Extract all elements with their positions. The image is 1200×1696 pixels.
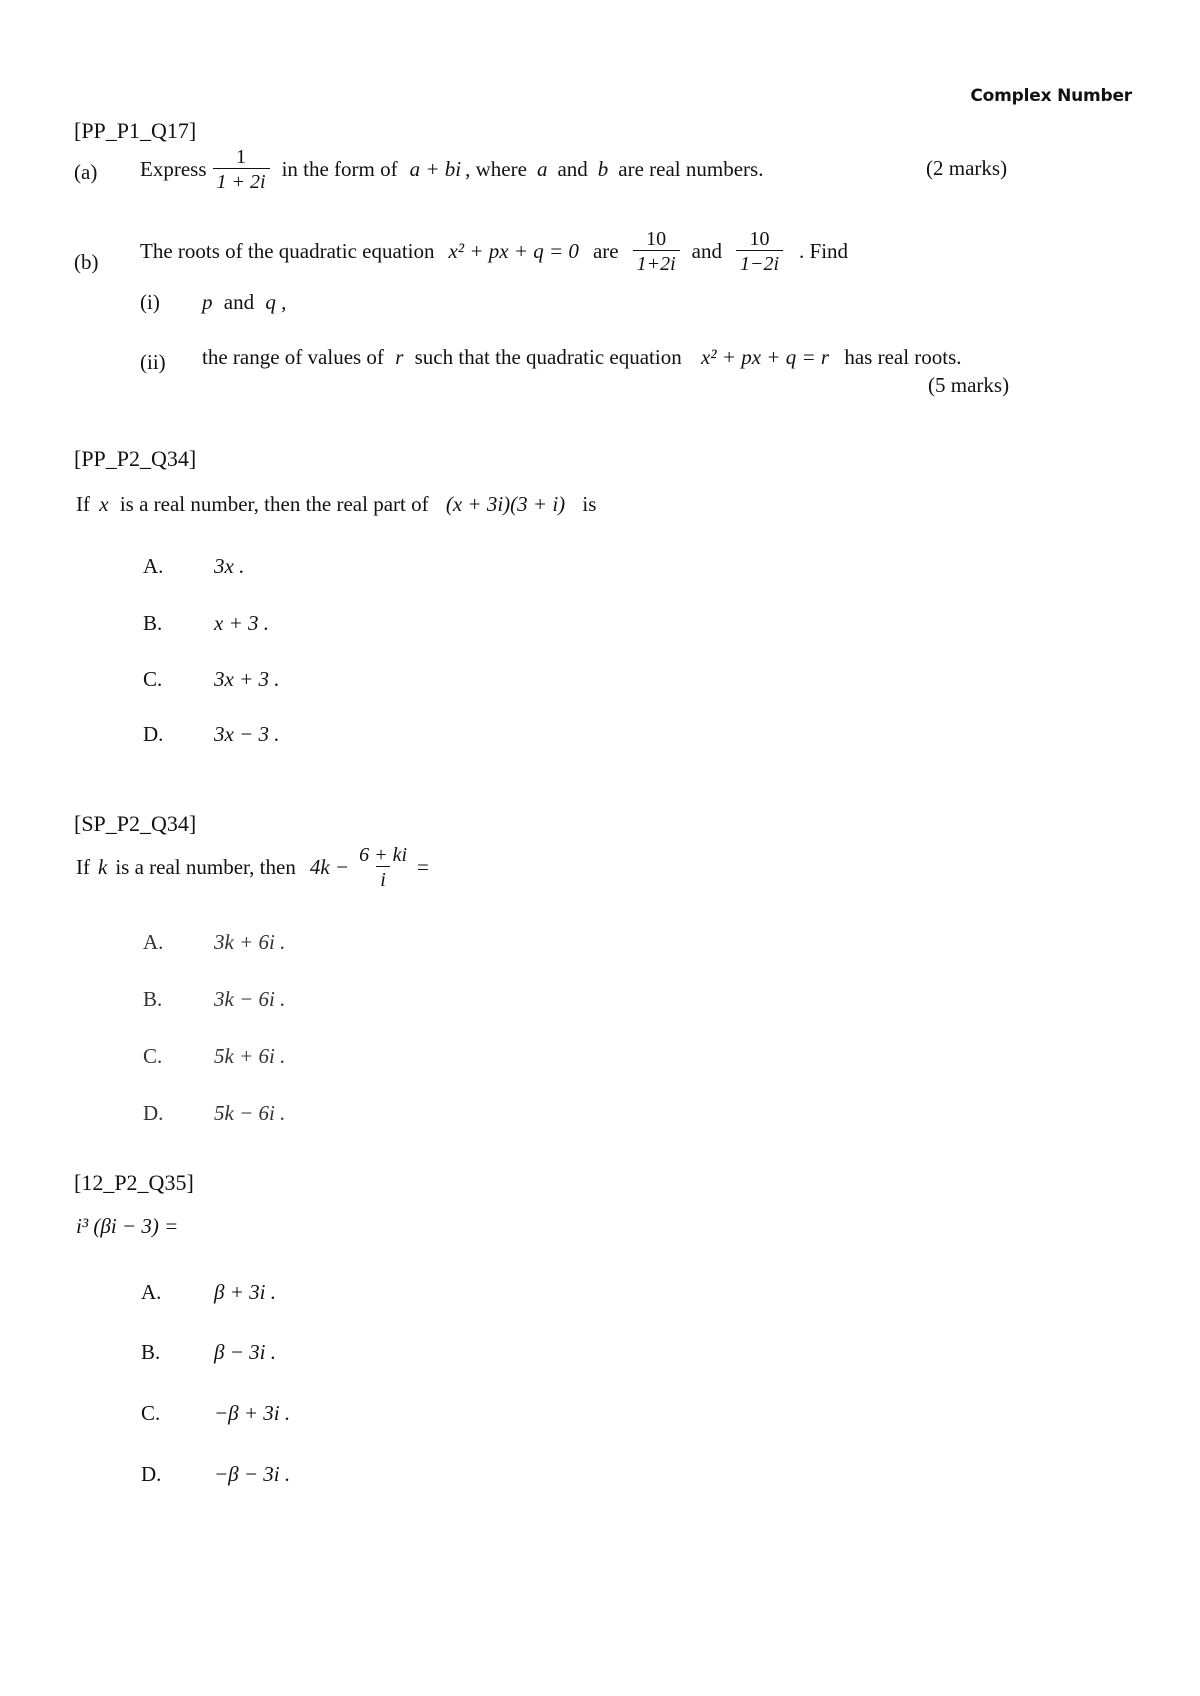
option-d-value: 5k − 6i . bbox=[214, 1101, 286, 1125]
text: in the form of bbox=[281, 157, 398, 181]
option-a-letter: A. bbox=[143, 930, 164, 954]
text: If bbox=[76, 855, 90, 879]
variable: x bbox=[99, 492, 109, 516]
variable: p bbox=[202, 290, 213, 314]
option-c-value: −β + 3i . bbox=[214, 1401, 291, 1425]
text: are bbox=[592, 239, 619, 263]
fraction-denominator: i bbox=[376, 866, 390, 891]
express-text: Express bbox=[140, 157, 207, 181]
marks-label: (2 marks) bbox=[926, 156, 1008, 180]
option-d-value: −β − 3i . bbox=[214, 1462, 291, 1486]
text: and bbox=[691, 239, 722, 263]
math-expression: (x + 3i)(3 + i) bbox=[445, 492, 566, 516]
fraction-denominator: 1 + 2i bbox=[213, 168, 270, 193]
text: is a real number, then the real part of bbox=[119, 492, 429, 516]
page-header-title: Complex Number bbox=[970, 86, 1132, 106]
marks-label: (5 marks) bbox=[928, 373, 1010, 397]
text: The roots of the quadratic equation bbox=[140, 239, 435, 263]
fraction-numerator: 10 bbox=[646, 228, 667, 250]
question-code: [12_P2_Q35] bbox=[74, 1170, 194, 1195]
text: If bbox=[76, 492, 90, 516]
sub-part-ii-label: (ii) bbox=[140, 350, 166, 374]
text: is bbox=[582, 492, 597, 516]
sub-part-i-label: (i) bbox=[140, 290, 160, 314]
text: and bbox=[223, 290, 255, 314]
text: and bbox=[557, 157, 588, 181]
text: such that the quadratic equation bbox=[414, 345, 682, 369]
option-b-letter: B. bbox=[143, 987, 163, 1011]
text: are real numbers. bbox=[618, 157, 764, 181]
sub-part-ii-text bbox=[202, 345, 962, 370]
math-equation: x² + px + q = r bbox=[700, 345, 830, 369]
question-code: [SP_P2_Q34] bbox=[74, 811, 197, 836]
equals-sign: = bbox=[417, 855, 429, 879]
math-equation: x² + px + q = 0 bbox=[448, 239, 579, 263]
option-d-value: 3x − 3 . bbox=[214, 722, 280, 746]
question-stem: i³ (βi − 3) = bbox=[76, 1214, 179, 1238]
variable: b bbox=[597, 157, 609, 181]
fraction-numerator: 10 bbox=[749, 228, 770, 250]
fraction bbox=[355, 844, 411, 891]
question-code: [PP_P1_Q17] bbox=[74, 118, 197, 143]
math-expression: 4k − bbox=[309, 855, 350, 879]
option-a-letter: A. bbox=[143, 554, 164, 578]
fraction-denominator: 1+2i bbox=[633, 250, 680, 275]
text: the range of values of bbox=[202, 345, 384, 369]
text: is a real number, then bbox=[115, 855, 296, 879]
variable: q , bbox=[265, 290, 287, 314]
text: , where bbox=[465, 157, 527, 181]
variable: r bbox=[395, 345, 404, 369]
fraction-numerator: 6 + ki bbox=[359, 844, 408, 866]
part-b-statement bbox=[140, 228, 848, 275]
text: has real roots. bbox=[844, 345, 962, 369]
option-d-letter: D. bbox=[141, 1462, 162, 1486]
question-stem bbox=[76, 492, 596, 517]
question-stem bbox=[76, 844, 429, 891]
option-c-letter: C. bbox=[143, 667, 163, 691]
fraction bbox=[736, 228, 783, 275]
text: . Find bbox=[799, 239, 849, 263]
option-b-letter: B. bbox=[141, 1340, 161, 1364]
sub-part-i-text bbox=[202, 290, 286, 315]
option-d-letter: D. bbox=[143, 722, 164, 746]
part-a-statement bbox=[140, 146, 763, 193]
fraction-numerator: 1 bbox=[236, 146, 247, 168]
option-a-letter: A. bbox=[141, 1280, 162, 1304]
variable: a bbox=[536, 157, 548, 181]
question-code: [PP_P2_Q34] bbox=[74, 446, 197, 471]
option-b-value: x + 3 . bbox=[214, 611, 269, 635]
option-b-value: β − 3i . bbox=[214, 1340, 276, 1364]
variable: k bbox=[98, 855, 108, 879]
fraction bbox=[633, 228, 680, 275]
option-a-value: β + 3i . bbox=[214, 1280, 276, 1304]
part-a-label: (a) bbox=[74, 160, 98, 184]
option-a-value: 3x . bbox=[214, 554, 245, 578]
option-c-letter: C. bbox=[141, 1401, 161, 1425]
option-c-letter: C. bbox=[143, 1044, 163, 1068]
fraction-denominator: 1−2i bbox=[736, 250, 783, 275]
fraction bbox=[213, 146, 270, 193]
option-b-letter: B. bbox=[143, 611, 163, 635]
part-b-label: (b) bbox=[74, 250, 99, 274]
option-c-value: 3x + 3 . bbox=[214, 667, 280, 691]
option-c-value: 5k + 6i . bbox=[214, 1044, 286, 1068]
option-b-value: 3k − 6i . bbox=[214, 987, 286, 1011]
option-d-letter: D. bbox=[143, 1101, 164, 1125]
option-a-value: 3k + 6i . bbox=[214, 930, 286, 954]
math-expression: a + bi bbox=[409, 157, 462, 181]
